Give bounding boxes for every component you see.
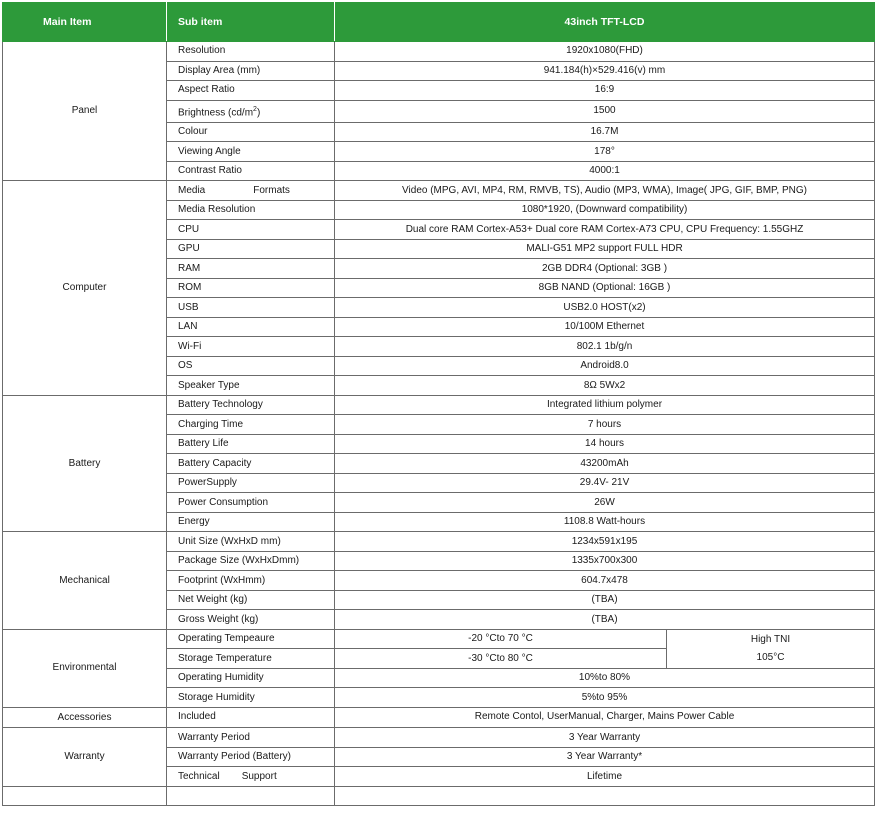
sub-item: Colour (167, 122, 335, 142)
header-main-item: Main Item (3, 3, 167, 42)
table-row (3, 629, 875, 649)
value: 1108.8 Watt-hours (335, 512, 875, 532)
value: 5%to 95% (335, 688, 875, 708)
group-environmental: Environmental (3, 629, 167, 707)
value: Integrated lithium polymer (335, 395, 875, 415)
value: 26W (335, 493, 875, 513)
blank-cell (167, 786, 335, 805)
sub-item: Storage Humidity (167, 688, 335, 708)
value: Dual core RAM Cortex-A53+ Dual core RAM Cortex-A73 CPU, CPU Frequency: 1.55GHZ (335, 220, 875, 240)
sub-item: GPU (167, 239, 335, 259)
sub-item: Warranty Period (167, 728, 335, 748)
value: 3 Year Warranty (335, 728, 875, 748)
value: -30 °Cto 80 °C (335, 649, 667, 669)
value: 10%to 80% (335, 668, 875, 688)
sub-item: Contrast Ratio (167, 161, 335, 181)
value: 16.7M (335, 122, 875, 142)
sub-item: USB (167, 298, 335, 318)
sub-item: Operating Humidity (167, 668, 335, 688)
sub-item (167, 767, 335, 787)
table-row (3, 42, 875, 62)
group-panel: Panel (3, 42, 167, 181)
table-row (3, 181, 875, 201)
value: 941.184(h)×529.416(v) mm (335, 61, 875, 81)
value: Lifetime (335, 767, 875, 787)
sub-item: PowerSupply (167, 473, 335, 493)
sub-item: CPU (167, 220, 335, 240)
technical-label: Technical (178, 770, 220, 782)
group-accessories: Accessories (3, 707, 167, 728)
sub-item: Battery Capacity (167, 454, 335, 474)
sub-item: Unit Size (WxHxD mm) (167, 532, 335, 552)
blank-cell (3, 786, 167, 805)
sub-item: Power Consumption (167, 493, 335, 513)
formats-label: Formats (253, 184, 290, 196)
sub-item (167, 181, 335, 201)
value: 43200mAh (335, 454, 875, 474)
value: Android8.0 (335, 356, 875, 376)
group-mechanical: Mechanical (3, 532, 167, 630)
value: 29.4V- 21V (335, 473, 875, 493)
blank-cell (335, 786, 875, 805)
value: 16:9 (335, 81, 875, 101)
value: 7 hours (335, 415, 875, 435)
value: USB2.0 HOST(x2) (335, 298, 875, 318)
table-row (3, 728, 875, 748)
header-row (3, 3, 875, 42)
value: -20 °Cto 70 °C (335, 629, 667, 649)
sub-item: Warranty Period (Battery) (167, 747, 335, 767)
header-product: 43inch TFT-LCD (335, 3, 875, 42)
value: MALI-G51 MP2 support FULL HDR (335, 239, 875, 259)
note-line-2: 105°C (756, 651, 785, 663)
sub-item: Energy (167, 512, 335, 532)
value: 4000:1 (335, 161, 875, 181)
sub-item: OS (167, 356, 335, 376)
value: 802.1 1b/g/n (335, 337, 875, 357)
sub-item: Resolution (167, 42, 335, 62)
sub-item: Wi-Fi (167, 337, 335, 357)
table-row-blank (3, 786, 875, 805)
brightness-tail: ) (256, 106, 261, 118)
value: 604.7x478 (335, 571, 875, 591)
value: Video (MPG, AVI, MP4, RM, RMVB, TS), Audio (MP3, WMA), Image( JPG, GIF, BMP, PNG) (335, 181, 875, 201)
sub-item: Net Weight (kg) (167, 590, 335, 610)
sub-item: RAM (167, 259, 335, 279)
value: 8GB NAND (Optional: 16GB ) (335, 278, 875, 298)
sub-item: ROM (167, 278, 335, 298)
value: 1234x591x195 (335, 532, 875, 552)
sub-item: Display Area (mm) (167, 61, 335, 81)
value: 178° (335, 142, 875, 162)
group-battery: Battery (3, 395, 167, 532)
value: 2GB DDR4 (Optional: 3GB ) (335, 259, 875, 279)
sub-item: Charging Time (167, 415, 335, 435)
value: 1500 (335, 100, 875, 122)
value: 3 Year Warranty* (335, 747, 875, 767)
sub-item (167, 100, 335, 122)
table-row (3, 532, 875, 552)
group-computer: Computer (3, 181, 167, 396)
sub-item: Speaker Type (167, 376, 335, 396)
spec-table (2, 2, 875, 806)
sub-item: Battery Life (167, 434, 335, 454)
note-line-1: High TNI (750, 633, 791, 645)
table-row (3, 395, 875, 415)
media-label: Media (178, 184, 206, 196)
value: 8Ω 5Wx2 (335, 376, 875, 396)
sub-item: Media Resolution (167, 200, 335, 220)
sub-item: Viewing Angle (167, 142, 335, 162)
sub-item: Operating Tempeaure (167, 629, 335, 649)
value: 1920x1080(FHD) (335, 42, 875, 62)
brightness-sup: 2 (253, 105, 257, 113)
thermal-note (667, 629, 875, 668)
header-sub-item: Sub item (167, 3, 335, 42)
value: Remote Contol, UserManual, Charger, Mains Power Cable (335, 707, 875, 728)
sub-item: LAN (167, 317, 335, 337)
sub-item: Footprint (WxHmm) (167, 571, 335, 591)
value: 10/100M Ethernet (335, 317, 875, 337)
sub-item: Included (167, 707, 335, 728)
sub-item: Gross Weight (kg) (167, 610, 335, 630)
value: (TBA) (335, 610, 875, 630)
brightness-label: Brightness (cd/m (178, 106, 254, 118)
value: (TBA) (335, 590, 875, 610)
value: 1335x700x300 (335, 551, 875, 571)
support-label: Support (241, 770, 277, 782)
sub-item: Aspect Ratio (167, 81, 335, 101)
sub-item: Package Size (WxHxDmm) (167, 551, 335, 571)
group-warranty: Warranty (3, 728, 167, 787)
sub-item: Battery Technology (167, 395, 335, 415)
sub-item: Storage Temperature (167, 649, 335, 669)
value: 1080*1920, (Downward compatibility) (335, 200, 875, 220)
value: 14 hours (335, 434, 875, 454)
